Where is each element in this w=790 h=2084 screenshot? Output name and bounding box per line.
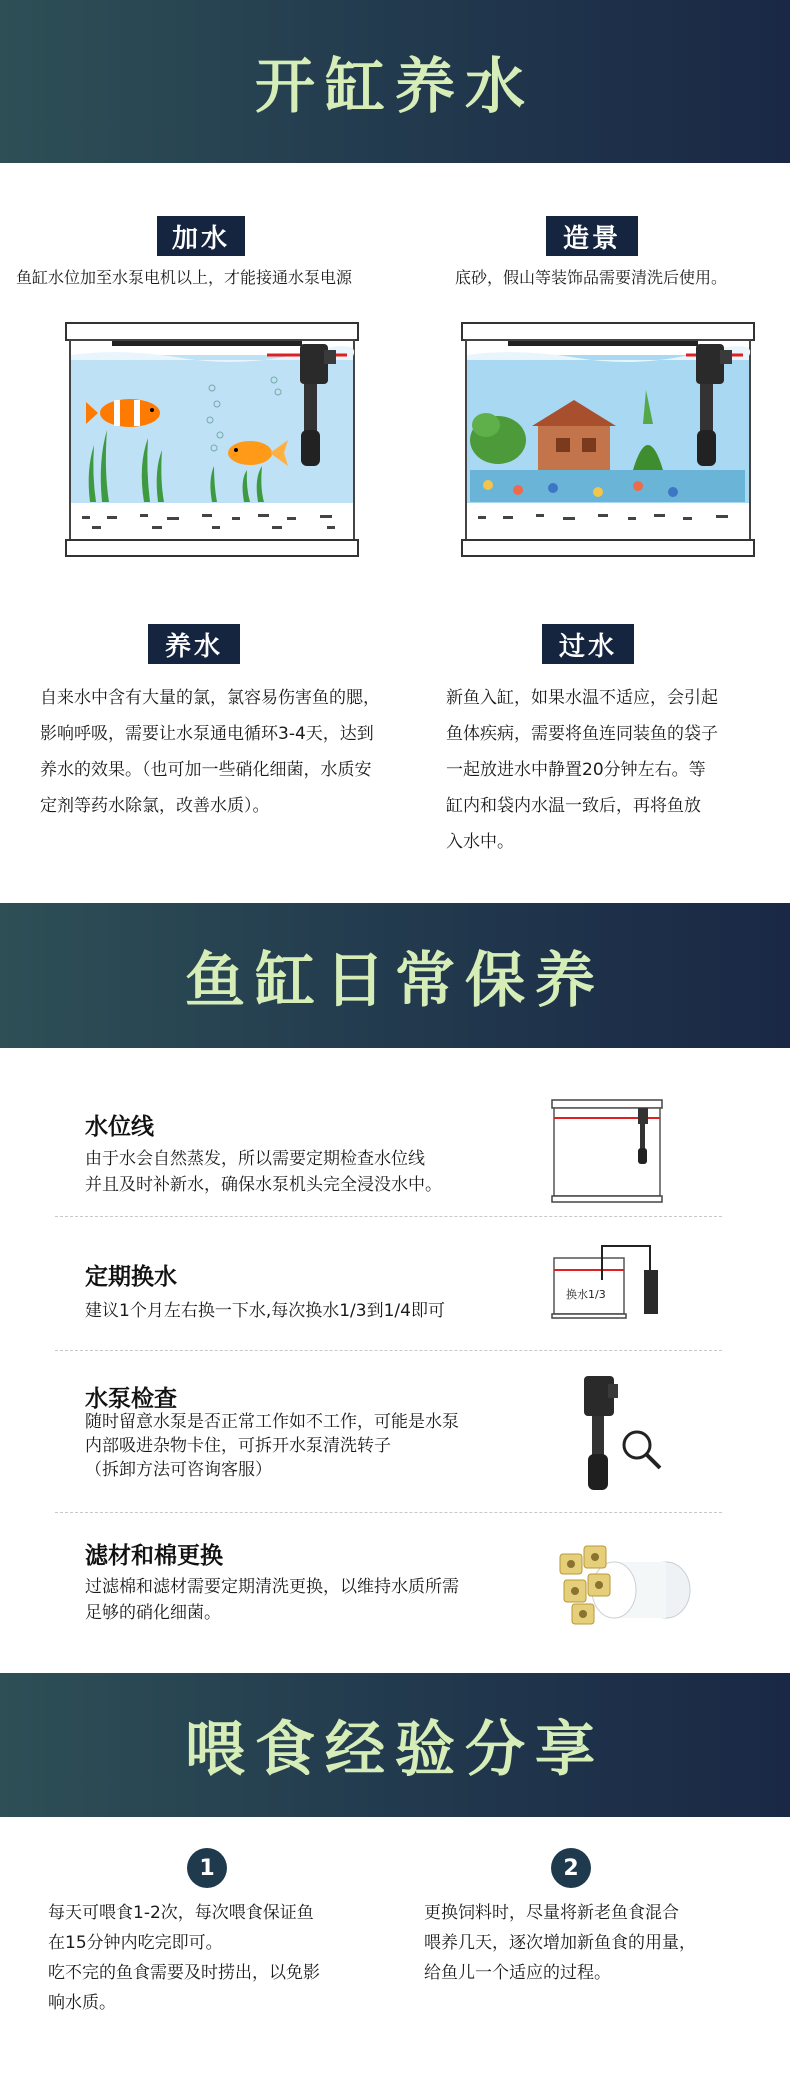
water-change-text: 建议1个月左右换一下水,每次换水1/3到1/4即可: [85, 1301, 445, 1321]
magnifier-icon: [620, 1428, 664, 1472]
filter-media-title: 滤材和棉更换: [85, 1543, 223, 1569]
landscape-text: 底砂，假山等装饰品需要清洗后使用。: [455, 268, 728, 287]
water-level-icon: [548, 1098, 666, 1204]
tip-2-text: 更换饲料时，尽量将新老鱼食混合 喂养几天，逐次增加新鱼食的用量， 给鱼儿一个适应的过程。: [424, 1903, 696, 1983]
divider: [55, 1512, 722, 1513]
section-title-feeding: 喂食经验分享: [185, 1715, 605, 1785]
aquarium-icon: [62, 320, 362, 560]
water-change-label: 换水1/3: [566, 1288, 606, 1301]
tip-number-2: 2: [551, 1848, 591, 1888]
pump-check-title: 水泵检查: [85, 1386, 177, 1412]
water-level-title: 水位线: [85, 1114, 154, 1140]
gravel-colored: [470, 470, 745, 502]
banner-setup: [0, 0, 790, 163]
tag-raise-water: 养水: [148, 624, 240, 664]
water-change-title: 定期换水: [85, 1264, 177, 1290]
raise-water-text: 自来水中含有大量的氯，氯容易伤害鱼的腮， 影响呼吸，需要让水泵通电循环3-4天，达到 养水的效果。（也可加一些硝化细菌，水质安 定剂等药水除氯，改善水质）。: [40, 688, 380, 816]
tag-add-water: 加水: [157, 216, 245, 256]
tip-number-1: 1: [187, 1848, 227, 1888]
section-title-maintenance: 鱼缸日常保养: [185, 945, 605, 1016]
acclimate-text: 新鱼入缸，如果水温不适应，会引起 鱼体疾病，需要将鱼连同装鱼的袋子 一起放进水中静置20分钟左右。等 缸内和袋内水温一致后，再将鱼放 入水中。: [446, 688, 718, 852]
water-level-text: 由于水会自然蒸发，所以需要定期检查水位线 并且及时补新水，确保水泵机头完全浸没水中。: [85, 1149, 442, 1195]
banner-feeding: [0, 1673, 790, 1817]
filter-media-text: 过滤棉和滤材需要定期清洗更换，以维持水质所需 足够的硝化细菌。: [85, 1577, 459, 1623]
pump-icon: [578, 1372, 622, 1494]
tip-1-text: 每天可喂食1-2次，每次喂食保证鱼 在15分钟内吃完即可。 吃不完的鱼食需要及时捞出，以免影 响水质。: [48, 1903, 320, 2013]
banner-maintenance: [0, 903, 790, 1048]
tag-landscape: 造景: [546, 216, 638, 256]
aquarium-icon: [458, 320, 758, 560]
divider: [55, 1350, 722, 1351]
filter-media-icon: [554, 1540, 694, 1630]
tag-acclimate: 过水: [542, 624, 634, 664]
section-title-setup: 开缸养水: [255, 51, 535, 122]
water-change-icon: [550, 1240, 674, 1320]
divider: [55, 1216, 722, 1217]
pump-check-text: 随时留意水泵是否正常工作如不工作，可能是水泵 内部吸进杂物卡住，可拆开水泵清洗转子 （拆卸方法可咨询客服）: [85, 1412, 459, 1480]
add-water-text: 鱼缸水位加至水泵电机以上，才能接通水泵电源: [16, 268, 353, 287]
